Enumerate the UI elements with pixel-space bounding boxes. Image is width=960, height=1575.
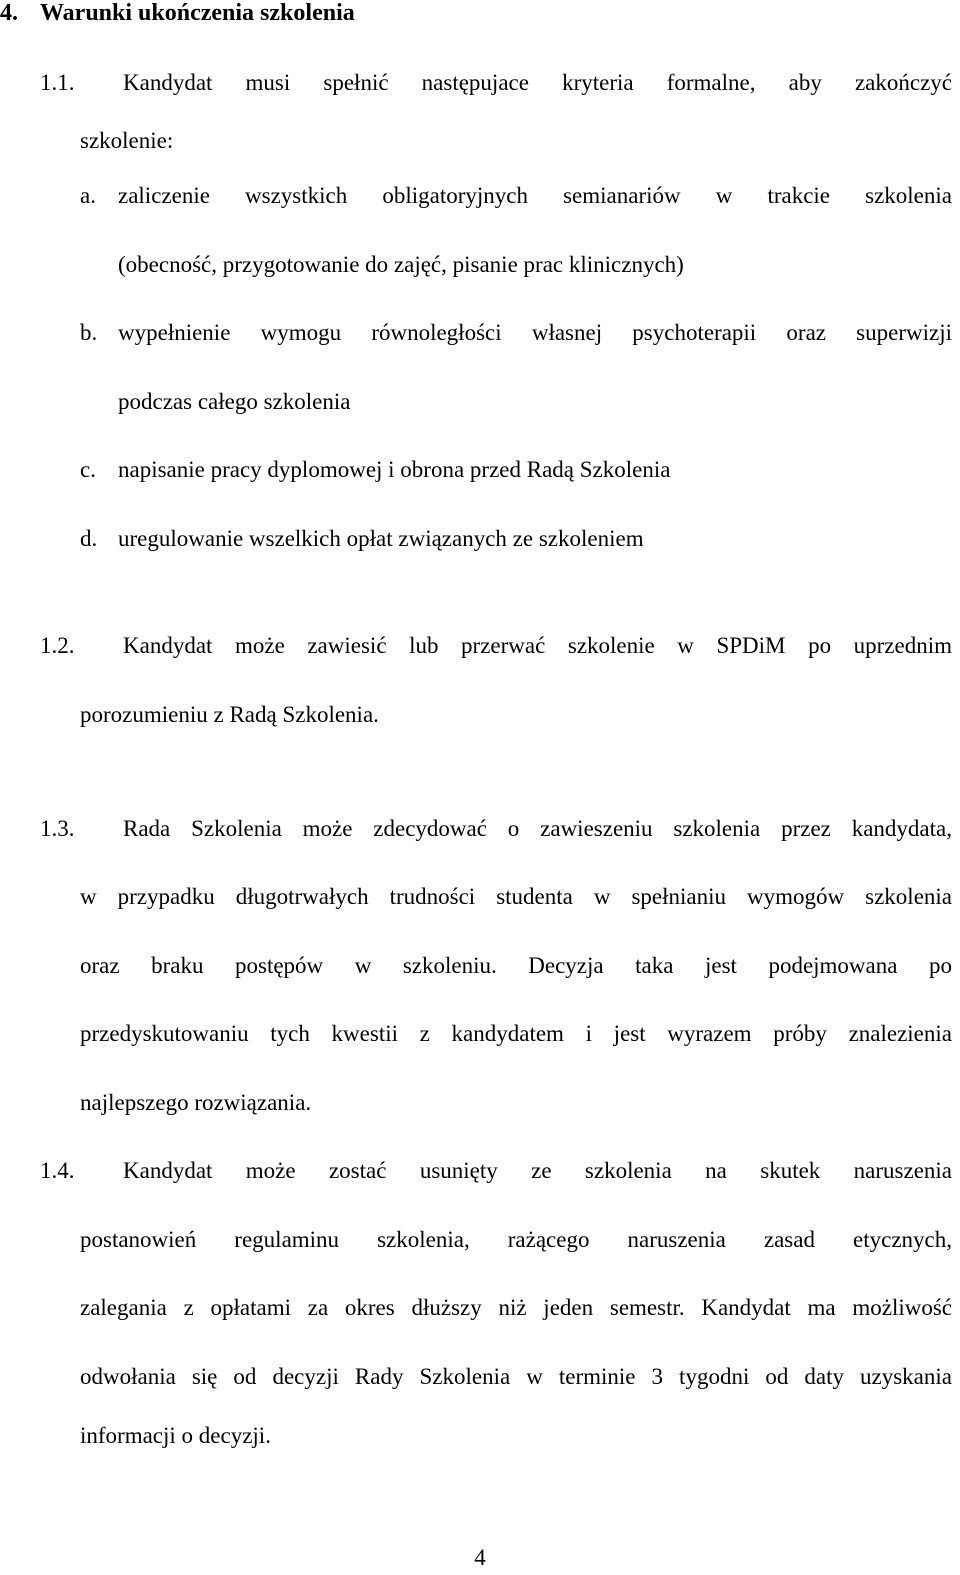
section-1-2-line-1: Kandydat może zawiesić lub przerwać szkolenie w SPDiM po uprzednim: [123, 633, 952, 658]
section-1-1-line-2: szkolenie:: [80, 128, 174, 153]
list-item-letter-b: b.: [80, 320, 98, 345]
section-1-1-line-1: Kandydat musi spełnić następujace kryteria formalne, aby zakończyć: [123, 70, 952, 95]
section-number-1-2: 1.2.: [40, 633, 75, 658]
section-1-4-line-5: informacji o decyzji.: [80, 1423, 271, 1448]
list-item-b-line-1: wypełnienie wymogu równoległości własnej psychoterapii oraz superwizji: [118, 320, 952, 345]
list-item-letter-c: c.: [80, 457, 96, 482]
section-1-3-line-3: oraz braku postępów w szkoleniu. Decyzja taka jest podejmowana po: [80, 953, 952, 978]
section-1-4-line-1: Kandydat może zostać usunięty ze szkolenia na skutek naruszenia: [123, 1158, 952, 1183]
section-number-1-3: 1.3.: [40, 816, 75, 841]
section-1-4-line-4: odwołania się od decyzji Rady Szkolenia w terminie 3 tygodni od daty uzyskania: [80, 1364, 952, 1389]
section-1-4-line-2: postanowień regulaminu szkolenia, rażącego naruszenia zasad etycznych,: [80, 1227, 952, 1252]
list-item-letter-a: a.: [80, 183, 96, 208]
list-item-letter-d: d.: [80, 526, 98, 551]
page-number: 4: [474, 1545, 486, 1570]
section-1-2-line-2: porozumieniu z Radą Szkolenia.: [80, 702, 379, 727]
heading-title: Warunki ukończenia szkolenia: [40, 0, 355, 26]
list-item-a-line-2: (obecność, przygotowanie do zajęć, pisanie prac klinicznych): [118, 252, 684, 277]
section-number-1-1: 1.1.: [40, 70, 75, 95]
section-1-3-line-4: przedyskutowaniu tych kwestii z kandydatem i jest wyrazem próby znalezienia: [80, 1021, 952, 1046]
list-item-c-line-1: napisanie pracy dyplomowej i obrona przed Radą Szkolenia: [118, 457, 671, 482]
list-item-d-line-1: uregulowanie wszelkich opłat związanych ze szkoleniem: [118, 526, 644, 551]
section-heading: [0, 0, 355, 28]
section-number-1-4: 1.4.: [40, 1158, 75, 1183]
section-1-4-line-3: zalegania z opłatami za okres dłuższy niż jeden semestr. Kandydat ma możliwość: [80, 1295, 952, 1320]
list-item-a-line-1: zaliczenie wszystkich obligatoryjnych semianariów w trakcie szkolenia: [118, 183, 952, 208]
list-item-b-line-2: podczas całego szkolenia: [118, 389, 351, 414]
section-1-3-line-5: najlepszego rozwiązania.: [80, 1090, 312, 1115]
section-1-3-line-1: Rada Szkolenia może zdecydować o zawieszeniu szkolenia przez kandydata,: [123, 816, 952, 841]
section-1-3-line-2: w przypadku długotrwałych trudności studenta w spełnianiu wymogów szkolenia: [80, 884, 952, 909]
heading-number: 4.: [0, 0, 18, 26]
